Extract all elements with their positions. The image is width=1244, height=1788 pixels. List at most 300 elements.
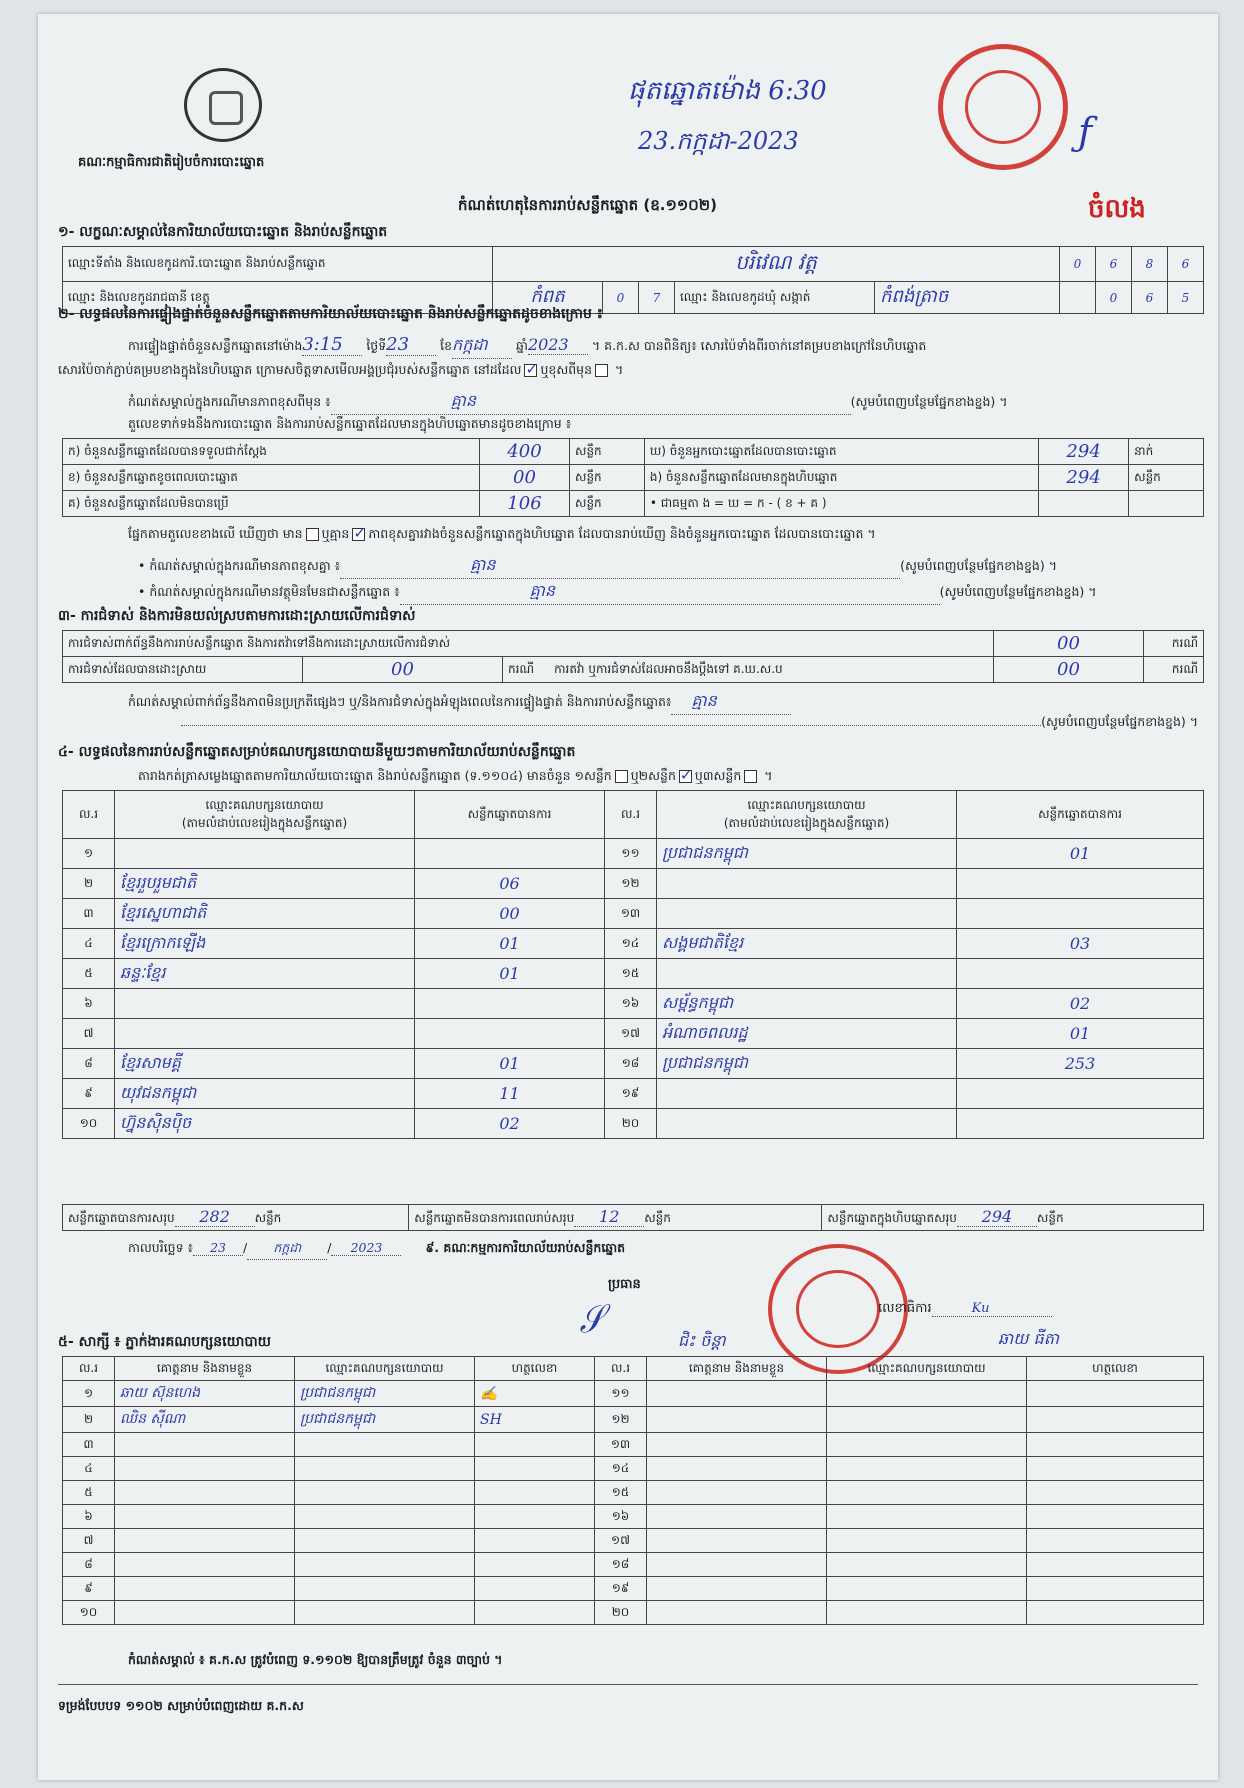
party-name: សម្ព័ន្ធកម្ពុជា <box>657 989 957 1019</box>
party-votes: 253 <box>957 1049 1204 1079</box>
witness-empty-cell <box>647 1505 827 1529</box>
secretary-name: ឆាយ ធីតា <box>998 1329 1059 1348</box>
same-checkbox[interactable] <box>524 364 537 377</box>
party-name <box>115 989 415 1019</box>
party-no: ១១ <box>605 839 657 869</box>
count-value-2: 294 <box>1039 465 1129 491</box>
witness-no: ៩ <box>63 1577 115 1601</box>
witness-name <box>115 1601 295 1625</box>
resolved-unit: ករណី <box>508 661 535 676</box>
h-party-left-2: (តាមលំដាប់លេខរៀងក្នុងសន្លឹកឆ្នោត) <box>181 815 348 830</box>
no-diff-checkbox[interactable] <box>352 528 365 541</box>
witness-no: ១៥ <box>595 1481 647 1505</box>
station-code-4: 6 <box>1168 247 1204 282</box>
section3-title: ៣- ការជំទាស់ និងការមិនយល់ស្របតាមការដោះស្រាយលើការជំទាស់ <box>58 608 416 624</box>
counts-row <box>63 439 1204 465</box>
count-unit-2: សន្លឹក <box>1129 465 1204 491</box>
witness-row <box>63 1553 1204 1577</box>
witness-empty-cell <box>827 1601 1027 1625</box>
party-name: អំណាចពលរដ្ឋ <box>657 1019 957 1049</box>
party-name: សង្គមជាតិខ្មែរ <box>657 929 957 959</box>
party-no: ១៦ <box>605 989 657 1019</box>
witness-empty-cell <box>827 1553 1027 1577</box>
party-name: ហ្វ៊ុនស៊ិនប៉ិច <box>115 1109 415 1139</box>
total-invalid <box>409 1205 822 1231</box>
three-sheet-label: ឬ៣សន្លឹក <box>694 768 742 783</box>
witness-signature <box>475 1505 595 1529</box>
witness-name <box>115 1505 295 1529</box>
results-row <box>63 1019 1204 1049</box>
witness-name <box>115 1457 295 1481</box>
witness-row <box>63 1381 1204 1407</box>
tally-intro: តារាងកត់ត្រាសម្លេងឆ្នោតតាមការិយាល័យបោះឆ្នោត និងរាប់សន្លឹកឆ្នោត (ទ.១១០៤) មានចំនួន ១សន្លឹក <box>138 768 612 783</box>
witness-empty-cell <box>1027 1505 1204 1529</box>
counts-row <box>63 491 1204 517</box>
witness-no: ១៣ <box>595 1433 647 1457</box>
witness-empty-cell <box>647 1407 827 1433</box>
witness-empty-cell <box>827 1457 1027 1481</box>
total-box <box>822 1205 1204 1231</box>
station-code-3: 8 <box>1132 247 1168 282</box>
station-code-1: 0 <box>1060 247 1096 282</box>
witness-party <box>295 1529 475 1553</box>
total-invalid-unit: សន្លឹក <box>644 1211 671 1225</box>
chair-name: ជិះ​ ចិន្តា <box>678 1331 726 1350</box>
chair-signature: 𝒮 <box>574 1298 608 1342</box>
party-no: ៦ <box>63 989 115 1019</box>
count-unit: សន្លឹក <box>570 465 645 491</box>
party-no: ១៤ <box>605 929 657 959</box>
party-name <box>657 1079 957 1109</box>
verify-year: 2023 <box>528 335 588 355</box>
results-row <box>63 899 1204 929</box>
witness-row <box>63 1577 1204 1601</box>
party-votes <box>957 869 1204 899</box>
witness-no: ១៦ <box>595 1505 647 1529</box>
party-name <box>657 899 957 929</box>
witness-empty-cell <box>647 1381 827 1407</box>
count-label-2: ឃ) ចំនួនអ្នកបោះឆ្នោតដែលបានបោះឆ្នោត <box>644 439 1038 465</box>
date-line: កាលបរិច្ឆេទ ៖ 23 / កក្កដា / 2023 ៩. គណៈកម្មការការិយាល័យរាប់សន្លឹកឆ្នោត <box>128 1240 625 1260</box>
footnote: កំណត់សម្គាល់ ៖ គ.ក.ស ត្រូវបំពេញ ទ.១១០២ ឱ្យបានត្រឹមត្រូវ ចំនួន ៣ច្បាប់ ។ <box>128 1652 503 1667</box>
date-month: កក្កដា <box>247 1240 327 1260</box>
two-sheet-checkbox[interactable] <box>679 770 692 783</box>
witness-row <box>63 1601 1204 1625</box>
witness-empty-cell <box>827 1505 1027 1529</box>
note-label: កំណត់សម្គាល់ក្នុងករណីមានភាពខុសពីមុន ៖ <box>128 394 331 409</box>
witness-no: ១៧ <box>595 1529 647 1553</box>
witness-empty-cell <box>1027 1601 1204 1625</box>
witness-signature <box>475 1481 595 1505</box>
party-no: ២ <box>63 869 115 899</box>
witness-party: ប្រជាជនកម្ពុជា <box>295 1407 475 1433</box>
appeal-value: 00 <box>994 657 1144 683</box>
party-no: ១៣ <box>605 899 657 929</box>
appeal-unit: ករណី <box>1144 657 1204 683</box>
party-name: ឆន្ទៈខ្មែរ <box>115 959 415 989</box>
witness-party <box>295 1553 475 1577</box>
witness-signature <box>475 1553 595 1577</box>
verify-line-tail: ។ គ.ក.ស បានពិនិត្យ៖ សោរប៉ៃទាំងពីរចាក់នៅគម្របខាងក្រៅនៃហិបឆ្នោត <box>591 338 927 353</box>
party-votes: 03 <box>957 929 1204 959</box>
witness-no: ១២ <box>595 1407 647 1433</box>
party-votes: 11 <box>415 1079 605 1109</box>
party-votes <box>957 959 1204 989</box>
results-row <box>63 839 1204 869</box>
verify-line-2: សោរប៉ៃចាក់ភ្ជាប់គម្របខាងក្នុងនៃហិបឆ្នោត ក្រោមសចិត្តទាសមើលអង្គប្រជុំរបស់សន្លឹកឆ្នោត នៅដដែល✓ ឬខុសពីមុន ។ <box>58 362 623 381</box>
witness-empty-cell <box>647 1481 827 1505</box>
count-label-2: ង) ចំនួនសន្លឹកឆ្នោតដែលមានក្នុងហិបឆ្នោត <box>644 465 1038 491</box>
verify-time: 3:15 <box>302 334 362 356</box>
results-row <box>63 1079 1204 1109</box>
witness-name: ឆាយ ស៊ុនហេង <box>115 1381 295 1407</box>
witness-party <box>295 1433 475 1457</box>
witness-no: ១ <box>63 1381 115 1407</box>
station-code-2: 6 <box>1096 247 1132 282</box>
party-votes: 02 <box>415 1109 605 1139</box>
witness-empty-cell <box>1027 1381 1204 1407</box>
w-h-sig-left: ហត្ថលេខា <box>475 1357 595 1381</box>
verify-month: កក្កដា <box>452 334 512 359</box>
objection-row1-unit: ករណី <box>1144 631 1204 657</box>
bullet-2-label: • កំណត់សម្គាល់ក្នុងករណីមានវត្ថុមិនមែនជាសន្លឹកឆ្នោត ៖ <box>138 584 400 599</box>
witness-no: ៤ <box>63 1457 115 1481</box>
compare-or: ឬគ្មាន <box>321 526 350 541</box>
witness-empty-cell <box>1027 1481 1204 1505</box>
results-row <box>63 1109 1204 1139</box>
totals-table <box>62 1204 1204 1231</box>
witness-empty-cell <box>827 1529 1027 1553</box>
witness-empty-cell <box>1027 1433 1204 1457</box>
signature-top: ƒ <box>1078 110 1093 154</box>
results-row <box>63 959 1204 989</box>
committee-label: ៩. គណៈកម្មការការិយាល័យរាប់សន្លឹកឆ្នោត <box>425 1240 626 1255</box>
witness-no: ១០ <box>63 1601 115 1625</box>
party-no: ៣ <box>63 899 115 929</box>
w-h-name-left: គោត្តនាម និងនាមខ្លួន <box>115 1357 295 1381</box>
note-value: គ្មាន <box>331 390 851 415</box>
witness-empty-cell <box>647 1553 827 1577</box>
province-code-1: 0 <box>603 282 639 314</box>
count-unit: សន្លឹក <box>570 491 645 517</box>
compare-text: ផ្នែកតាមតួលេខខាងលើ ឃើញថា មាន <box>128 526 303 541</box>
witness-no: ១៨ <box>595 1553 647 1577</box>
witness-signature <box>475 1457 595 1481</box>
objection-table <box>62 630 1204 683</box>
party-no: ២០ <box>605 1109 657 1139</box>
bullet-1-value: គ្មាន <box>340 554 900 579</box>
station-value: បរិវេណ វត្ត <box>493 247 1060 282</box>
appeal-label <box>503 657 994 683</box>
witness-empty-cell <box>827 1381 1027 1407</box>
witness-row <box>63 1529 1204 1553</box>
total-valid-unit: សន្លឹក <box>254 1211 282 1225</box>
witness-party <box>295 1505 475 1529</box>
bullet-2-hint: (សូមបំពេញបន្ថែមផ្នែកខាងខ្នង) ។ <box>939 584 1097 599</box>
party-name: យុវជនកម្ពុជា <box>115 1079 415 1109</box>
total-box-label: សន្លឹកឆ្នោតក្នុងហិបឆ្នោតសរុប <box>827 1211 957 1225</box>
party-name: ខ្មែរស្នេហាជាតិ <box>115 899 415 929</box>
count-value-2: 294 <box>1039 439 1129 465</box>
witness-name <box>115 1553 295 1577</box>
handwritten-date: 23.កក្កដា-2023 <box>638 127 799 155</box>
w-h-party-right: ឈ្មោះគណបក្សនយោបាយ <box>827 1357 1027 1381</box>
total-box-unit: សន្លឹក <box>1036 1211 1064 1225</box>
bullet-2 <box>138 580 1096 605</box>
party-name <box>657 1109 957 1139</box>
province-value: កំពត <box>493 282 603 314</box>
org-name: គណៈកម្មាធិការជាតិរៀបចំការបោះឆ្នោត <box>78 155 265 170</box>
witness-no: ២០ <box>595 1601 647 1625</box>
party-votes: 00 <box>415 899 605 929</box>
witness-empty-cell <box>647 1601 827 1625</box>
appeal-text: ការតវ៉ា ឬការជំទាស់ដែលអាចនឹងប្តឹងទៅ គ.ឃ.ស.ប <box>554 661 783 676</box>
h-party-right-1: ឈ្មោះគណបក្សនយោបាយ <box>747 797 866 812</box>
party-votes: 01 <box>957 1019 1204 1049</box>
party-votes: 01 <box>415 929 605 959</box>
witness-empty-cell <box>1027 1577 1204 1601</box>
party-no: ១២ <box>605 869 657 899</box>
count-unit-2: នាក់ <box>1129 439 1204 465</box>
count-value-2 <box>1039 491 1129 517</box>
witness-party <box>295 1457 475 1481</box>
bullet-2-value: គ្មាន <box>400 580 940 605</box>
count-value: 106 <box>479 491 569 517</box>
chair-label: ប្រធាន <box>608 1277 641 1292</box>
witness-no: ១៩ <box>595 1577 647 1601</box>
h-party-left <box>115 791 415 839</box>
witness-signature: SH <box>475 1407 595 1433</box>
different-checkbox[interactable] <box>595 364 608 377</box>
party-name: ប្រជាជនកម្ពុជា <box>657 1049 957 1079</box>
objection-row1-label: ការជំទាស់ពាក់ព័ន្ធនឹងការរាប់សន្លឹកឆ្នោត និងការតវ៉ាទៅនឹងការដោះស្រាយលើការជំទាស់ <box>63 631 994 657</box>
w-h-party-left: ឈ្មោះគណបក្សនយោបាយ <box>295 1357 475 1381</box>
count-label: គ) ចំនួនសន្លឹកឆ្នោតដែលមិនបានប្រើ <box>63 491 480 517</box>
party-votes <box>957 899 1204 929</box>
month-label: ខែ <box>440 338 453 353</box>
irregularity-value: គ្មាន <box>671 690 791 715</box>
handwritten-time: ផុតឆ្នោតម៉ោង 6:30 <box>628 76 827 106</box>
total-valid-label: សន្លឹកឆ្នោតបានការសរុប <box>68 1211 175 1225</box>
witness-row <box>63 1433 1204 1457</box>
party-name <box>115 1019 415 1049</box>
total-invalid-value: 12 <box>574 1207 644 1227</box>
witness-no: ៧ <box>63 1529 115 1553</box>
resolved-value: 00 <box>303 657 503 683</box>
w-h-sig-right: ហត្ថលេខា <box>1027 1357 1204 1381</box>
year-label: ឆ្នាំ <box>516 338 528 353</box>
total-valid-value: 282 <box>175 1207 255 1227</box>
witness-empty-cell <box>1027 1407 1204 1433</box>
h-party-right <box>657 791 957 839</box>
total-invalid-label: សន្លឹកឆ្នោតមិនបានការពេលរាប់សរុប <box>414 1211 575 1225</box>
section1-title: ១- លក្ខណៈសម្គាល់នៃការិយាល័យបោះឆ្នោត និងរាប់សន្លឹកឆ្នោត <box>58 224 388 240</box>
party-name <box>657 869 957 899</box>
witness-party <box>295 1481 475 1505</box>
witness-signature <box>475 1577 595 1601</box>
form-code: ទម្រង់បែបបទ ១១០២ សម្រាប់បំពេញដោយ គ.ក.ស <box>58 1698 304 1713</box>
section2-title: ២- លទ្ធផលនៃការផ្ទៀងផ្ទាត់ចំនួនសន្លឹកឆ្នោតតាមការិយាល័យបោះឆ្នោត និងរាប់សន្លឹកឆ្នោតដូចខាងក្រោម ៖ <box>58 306 603 322</box>
two-sheet-label: ឬ២សន្លឹក <box>630 768 676 783</box>
compare-line <box>128 526 876 545</box>
witness-signature <box>475 1433 595 1457</box>
date-year: 2023 <box>331 1240 401 1256</box>
verify-time-label: ការផ្ទៀងផ្ទាត់ចំនួនសន្លឹកឆ្នោតនៅម៉ោង <box>128 338 303 353</box>
irregularity-note <box>128 690 791 715</box>
party-no: ១៨ <box>605 1049 657 1079</box>
party-name: ខ្មែររួបរួមជាតិ <box>115 869 415 899</box>
commune-code-3: 5 <box>1168 282 1204 314</box>
party-votes <box>957 1109 1204 1139</box>
witness-empty-cell <box>647 1457 827 1481</box>
witness-row <box>63 1407 1204 1433</box>
count-label: ក) ចំនួនសន្លឹកឆ្នោតដែលបានទទួលជាក់ស្តែង <box>63 439 480 465</box>
party-name <box>115 839 415 869</box>
commune-label: ឈ្មោះ និងលេខកូដឃុំ សង្កាត់ <box>675 282 875 314</box>
party-votes <box>415 839 605 869</box>
compare-tail: ភាពខុសគ្នារវាងចំនួនសន្លឹកឆ្នោតក្នុងហិបឆ្នោត ដែលបានរាប់ឃើញ និងចំនួនអ្នកបោះឆ្នោត ដែលបានបោះឆ្នោត ។ <box>368 526 876 541</box>
results-row <box>63 989 1204 1019</box>
witness-empty-cell <box>827 1577 1027 1601</box>
count-label-2: • ជាធម្មតា ង = ឃ = ក - ( ខ + គ ) <box>644 491 1038 517</box>
objection-row1-value: 00 <box>994 631 1144 657</box>
witness-no: ១៤ <box>595 1457 647 1481</box>
irregularity-hint <box>58 714 1198 733</box>
witness-empty-cell <box>647 1433 827 1457</box>
date-day: 23 <box>193 1240 243 1256</box>
fill-hint: (សូមបំពេញបន្ថែមផ្នែកខាងខ្នង) ។ <box>850 394 1008 409</box>
party-votes <box>415 989 605 1019</box>
one-sheet-checkbox[interactable] <box>615 770 628 783</box>
secretary-line: លេខាធិការ Ku <box>878 1300 1052 1319</box>
w-h-name-right: គោត្តនាម និងនាមខ្លួន <box>647 1357 827 1381</box>
party-name: ខ្មែរក្រោកឡើង <box>115 929 415 959</box>
ballot-counts-table <box>62 438 1204 517</box>
count-value: 00 <box>479 465 569 491</box>
witness-empty-cell <box>1027 1553 1204 1577</box>
party-no: ១៩ <box>605 1079 657 1109</box>
witness-row <box>63 1457 1204 1481</box>
witness-no: ៦ <box>63 1505 115 1529</box>
witness-empty-cell <box>647 1577 827 1601</box>
witness-row <box>63 1481 1204 1505</box>
party-votes: 06 <box>415 869 605 899</box>
witness-party <box>295 1601 475 1625</box>
witness-name <box>115 1529 295 1553</box>
commune-code-2: 6 <box>1132 282 1168 314</box>
h-no-right: ល.រ <box>605 791 657 839</box>
h-votes-left: សន្លឹកឆ្នោតបានការ <box>415 791 605 839</box>
party-no: ១ <box>63 839 115 869</box>
witness-no: ៨ <box>63 1553 115 1577</box>
day-label: ថ្ងៃទី <box>366 338 387 353</box>
footer-divider <box>58 1684 1198 1685</box>
witness-empty-cell <box>827 1407 1027 1433</box>
tally-sheet-line: តារាងកត់ត្រាសម្លេងឆ្នោតតាមការិយាល័យបោះឆ្នោត និងរាប់សន្លឹកឆ្នោត (ទ.១១០៤) មានចំនួន ១សន្លឹក ឬ២សន្លឹក✓ ឬ៣សន្លឹក ។ <box>138 768 773 787</box>
witness-party: ប្រជាជនកម្ពុជា <box>295 1381 475 1407</box>
party-no: ៩ <box>63 1079 115 1109</box>
witness-no: ៣ <box>63 1433 115 1457</box>
secretary-label: លេខាធិការ <box>878 1301 932 1316</box>
party-no: ៨ <box>63 1049 115 1079</box>
three-sheet-checkbox[interactable] <box>744 770 757 783</box>
irregularity-label: កំណត់សម្គាល់ពាក់ព័ន្ធនឹងភាពមិនប្រក្រតីផ្សេងៗ ឬ/និងការជំទាស់ក្នុងអំឡុងពេលនៃការផ្ទៀងផ្ទាត់ និងការរាប់សន្លឹកឆ្នោត៖ <box>128 694 672 709</box>
form-page <box>38 14 1218 1780</box>
official-seal-top <box>938 44 1068 170</box>
party-no: ៤ <box>63 929 115 959</box>
note-line <box>128 390 1008 415</box>
station-label: ឈ្មោះទីតាំង និងលេខកូដការិ.បោះឆ្នោត និងរាប់សន្លឹកឆ្នោត <box>63 247 493 282</box>
section5-title: ៥- សាក្សី ៖ ភ្នាក់ងារគណបក្សនយោបាយ <box>58 1334 272 1350</box>
bullet-1-label: • កំណត់សម្គាល់ក្នុងករណីមានភាពខុសគ្នា ៖ <box>138 558 341 573</box>
resolved-label: ការជំទាស់ដែលបានដោះស្រាយ <box>63 657 303 683</box>
witness-no: ១១ <box>595 1381 647 1407</box>
h-no-left: ល.រ <box>63 791 115 839</box>
different-label: ឬខុសពីមុន <box>540 362 593 377</box>
witness-empty-cell <box>1027 1529 1204 1553</box>
witness-row <box>63 1505 1204 1529</box>
witness-empty-cell <box>827 1481 1027 1505</box>
province-label: ឈ្មោះ និងលេខកូដរាជធានី ខេត្ត <box>63 282 493 314</box>
witness-name: ឈិន ស៊ីណា <box>115 1407 295 1433</box>
total-box-value: 294 <box>957 1207 1037 1227</box>
counts-intro: តួលេខទាក់ទងនឹងការបោះឆ្នោត និងការរាប់សន្លឹកឆ្នោតដែលមានក្នុងហិបឆ្នោតមានដូចខាងក្រោម ៖ <box>128 416 572 431</box>
w-h-no-right: ល.រ <box>595 1357 647 1381</box>
witness-party <box>295 1577 475 1601</box>
form-title: កំណត់ហេតុនៃការរាប់សន្លឹកឆ្នោត (ឧ.១១០២) <box>458 196 718 214</box>
count-value: 400 <box>479 439 569 465</box>
party-name: ខ្មែរសាមគ្គី <box>115 1049 415 1079</box>
irregularity-hint-text: (សូមបំពេញបន្ថែមផ្នែកខាងខ្នង) ។ <box>1041 714 1198 729</box>
count-unit-2 <box>1129 491 1204 517</box>
copy-mark: ចំលង <box>1088 194 1146 224</box>
h-party-right-2: (តាមលំដាប់លេខរៀងក្នុងសន្លឹកឆ្នោត) <box>723 815 890 830</box>
witness-signature: ✍ <box>475 1381 595 1407</box>
witness-no: ២ <box>63 1407 115 1433</box>
count-label: ខ) ចំនួនសន្លឹកឆ្នោតខូចពេលបោះឆ្នោត <box>63 465 480 491</box>
party-votes: 01 <box>415 959 605 989</box>
witness-empty-cell <box>1027 1457 1204 1481</box>
h-party-left-1: ឈ្មោះគណបក្សនយោបាយ <box>205 797 324 812</box>
party-no: ១០ <box>63 1109 115 1139</box>
party-no: ១៧ <box>605 1019 657 1049</box>
verify-day: 23 <box>386 334 436 356</box>
results-row <box>63 929 1204 959</box>
has-diff-checkbox[interactable] <box>306 528 319 541</box>
party-votes: 01 <box>415 1049 605 1079</box>
party-votes <box>415 1019 605 1049</box>
witness-empty-cell <box>827 1433 1027 1457</box>
h-votes-right: សន្លឹកឆ្នោតបានការ <box>957 791 1204 839</box>
commune-value: កំពង់ត្រាច <box>875 282 1060 314</box>
party-no: ១៥ <box>605 959 657 989</box>
date-label: កាលបរិច្ឆេទ ៖ <box>128 1240 194 1255</box>
witness-name <box>115 1577 295 1601</box>
party-name: ប្រជាជនកម្ពុជា <box>657 839 957 869</box>
party-no: ៥ <box>63 959 115 989</box>
party-no: ៧ <box>63 1019 115 1049</box>
results-table <box>62 790 1204 1139</box>
w-h-no-left: ល.រ <box>63 1357 115 1381</box>
party-votes <box>957 1079 1204 1109</box>
commune-code-1: 0 <box>1096 282 1132 314</box>
witness-empty-cell <box>647 1529 827 1553</box>
province-code-2: 7 <box>639 282 675 314</box>
counts-row <box>63 465 1204 491</box>
results-row <box>63 869 1204 899</box>
witness-signature <box>475 1529 595 1553</box>
section4-title: ៤- លទ្ធផលនៃការរាប់សន្លឹកឆ្នោតសម្រាប់គណបក្សនយោបាយនីមួយៗតាមការិយាល័យរាប់សន្លឹកឆ្នោត <box>58 744 576 760</box>
